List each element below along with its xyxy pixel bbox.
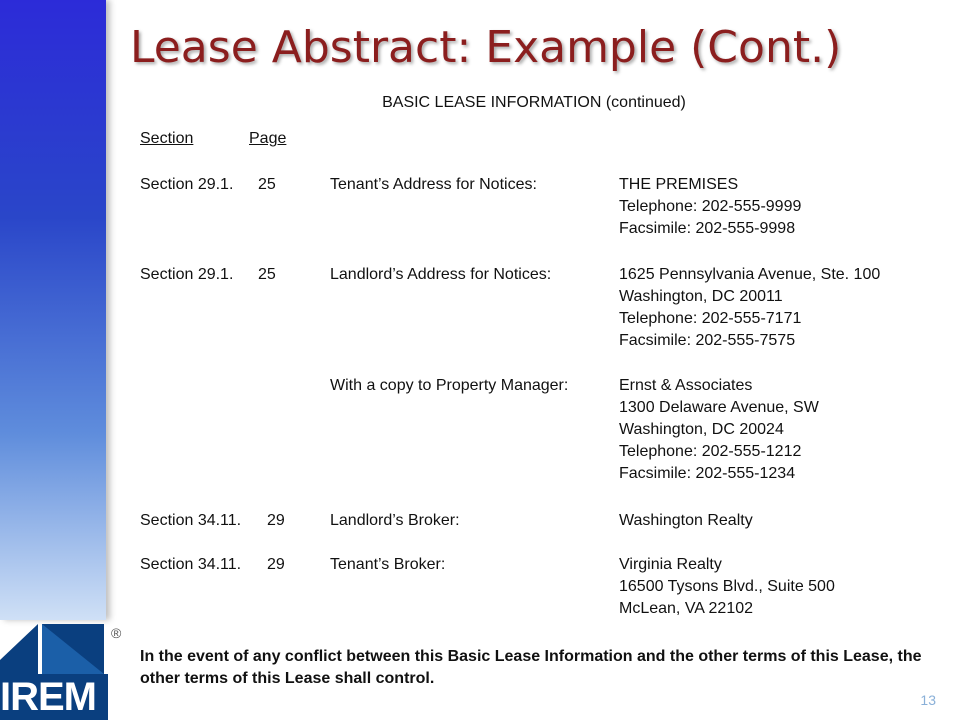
- entry-line: Facsimile: 202-555-9998: [619, 220, 796, 237]
- sidebar-gradient: [0, 0, 106, 620]
- entry-section: Section 29.1.: [140, 266, 234, 283]
- entry-line: Washington Realty: [619, 512, 753, 529]
- entry-line: McLean, VA 22102: [619, 600, 754, 617]
- conflict-footnote: In the event of any conflict between this Basic Lease Information and the other terms of this Lease, the other terms of this Lease shall control.: [140, 648, 922, 687]
- entry-section: Section 34.11.: [140, 512, 242, 529]
- entry-line: Washington, DC 20011: [619, 288, 783, 305]
- entry-section: Section 34.11.: [140, 556, 242, 573]
- page-number: 13: [920, 692, 936, 708]
- entry-section: Section 29.1.: [140, 176, 234, 193]
- entry-label: Tenant’s Address for Notices:: [330, 176, 537, 193]
- entry-line: 1625 Pennsylvania Avenue, Ste. 100: [619, 266, 881, 283]
- column-header-page: Page: [249, 130, 287, 147]
- entry-line: Telephone: 202-555-1212: [619, 443, 802, 460]
- section-subtitle: BASIC LEASE INFORMATION (continued): [382, 94, 686, 111]
- entry-line: Virginia Realty: [619, 556, 722, 573]
- entry-line: 1300 Delaware Avenue, SW: [619, 399, 819, 416]
- entry-line: THE PREMISES: [619, 176, 739, 193]
- entry-page: 25: [258, 266, 276, 283]
- entry-line: 16500 Tysons Blvd., Suite 500: [619, 578, 835, 595]
- entry-page: 25: [258, 176, 276, 193]
- entry-label: With a copy to Property Manager:: [330, 377, 569, 394]
- entry-page: 29: [267, 556, 285, 573]
- entry-line: Telephone: 202-555-9999: [619, 198, 802, 215]
- entry-line: Ernst & Associates: [619, 377, 753, 394]
- slide-title: Lease Abstract: Example (Cont.): [130, 22, 842, 73]
- logo-wordmark: IREM: [0, 674, 108, 720]
- column-header-section: Section: [140, 130, 194, 147]
- entry-line: Washington, DC 20024: [619, 421, 784, 438]
- entry-label: Landlord’s Broker:: [330, 512, 460, 529]
- entry-line: Facsimile: 202-555-1234: [619, 465, 796, 482]
- entry-line: Telephone: 202-555-7171: [619, 310, 802, 327]
- entry-line: Facsimile: 202-555-7575: [619, 332, 796, 349]
- registered-mark: ®: [111, 625, 122, 641]
- entry-label: Landlord’s Address for Notices:: [330, 266, 552, 283]
- entry-label: Tenant’s Broker:: [330, 556, 446, 573]
- entry-page: 29: [267, 512, 285, 529]
